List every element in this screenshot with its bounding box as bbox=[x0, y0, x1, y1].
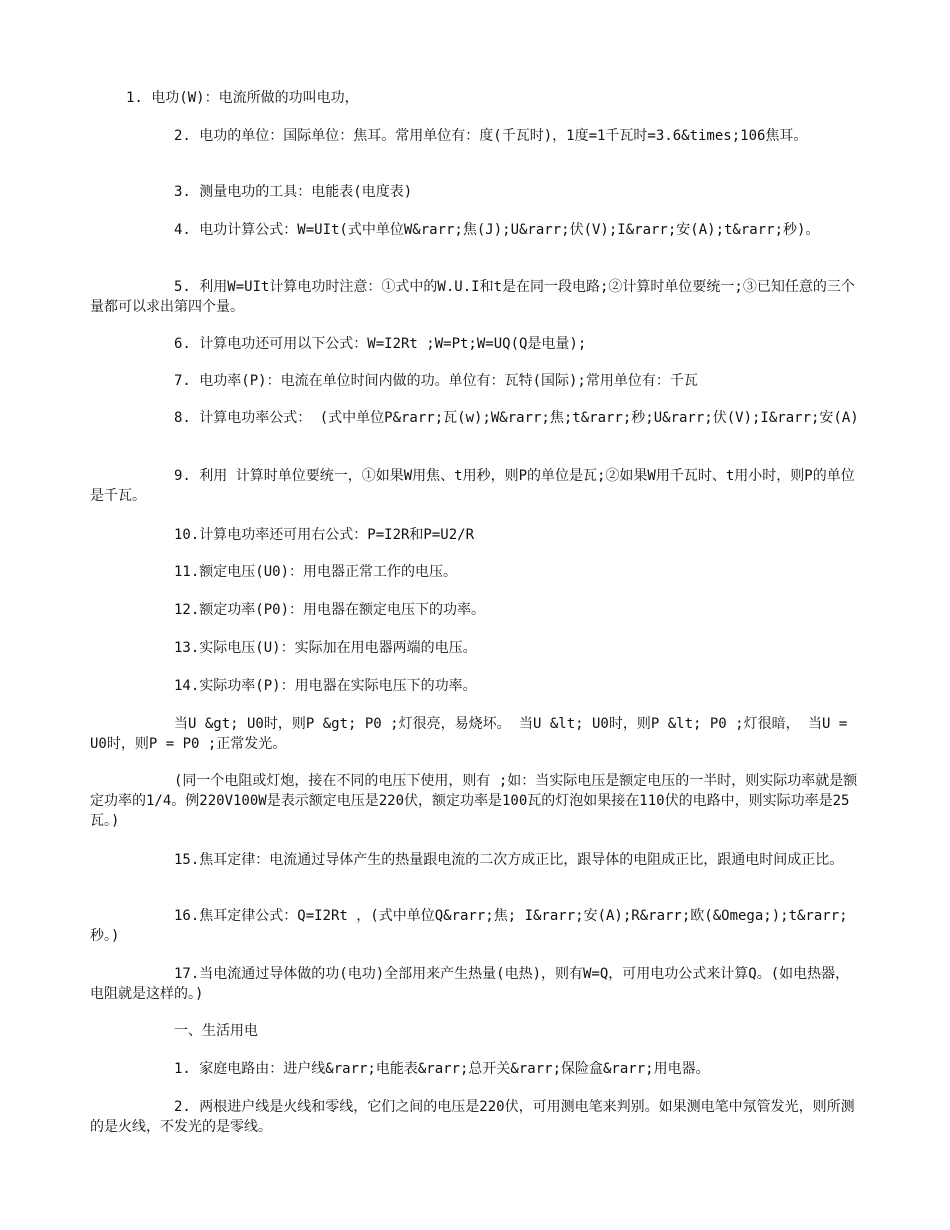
paragraph-9: 9. 利用 计算时单位要统一，①如果W用焦、t用秒，则P的单位是瓦;②如果W用千瓦时、t用小时，则P的单位是千瓦。 bbox=[90, 468, 855, 504]
paragraph-21: 1. 家庭电路由：进户线&rarr;电能表&rarr;总开关&rarr;保险盒&rarr;用电器。 bbox=[174, 1061, 710, 1077]
paragraph-10: 10.计算电功率还可用右公式：P=I2R和P=U2/R bbox=[174, 527, 475, 543]
paragraph-19: 17.当电流通过导体做的功(电功)全部用来产生热量(电热)，则有W=Q，可用电功公式来计算Q。(如电热器，电阻就是这样的。) bbox=[90, 966, 850, 1002]
paragraph-7: 7. 电功率(P)：电流在单位时间内做的功。单位有：瓦特(国际);常用单位有：千瓦 bbox=[174, 373, 698, 389]
document-page bbox=[90, 0, 862, 1230]
paragraph-15: 当U &gt; U0时，则P &gt; P0 ;灯很亮，易烧坏。 当U &lt; U0时，则P &lt; P0 ;灯很暗， 当U = U0时，则P = P0 ;正常发光。 bbox=[90, 716, 856, 752]
paragraph-6: 6. 计算电功还可用以下公式：W=I2Rt ;W=Pt;W=UQ(Q是电量); bbox=[174, 336, 587, 352]
paragraph-4: 4. 电功计算公式：W=UIt(式中单位W&rarr;焦(J);U&rarr;伏(V);I&rarr;安(A);t&rarr;秒)。 bbox=[174, 222, 820, 238]
paragraph-16: (同一个电阻或灯炮，接在不同的电压下使用，则有 ;如：当实际电压是额定电压的一半时，则实际功率就是额定功率的1/4。例220V100W是表示额定电压是220伏，额定功率是100瓦的灯泡如果接在110伏的电路中，则实际功率是25瓦。) bbox=[90, 773, 858, 829]
paragraph-5: 5. 利用W=UIt计算电功时注意：①式中的W.U.I和t是在同一段电路;②计算时单位要统一;③已知任意的三个量都可以求出第四个量。 bbox=[90, 279, 855, 315]
section-heading: 一、生活用电 bbox=[174, 1023, 258, 1039]
paragraph-2: 2. 电功的单位：国际单位：焦耳。常用单位有：度(千瓦时)，1度=1千瓦时=3.6&times;106焦耳。 bbox=[174, 128, 808, 144]
paragraph-18: 16.焦耳定律公式：Q=I2Rt ，(式中单位Q&rarr;焦; I&rarr;安(A);R&rarr;欧(&Omega;);t&rarr;秒。) bbox=[90, 908, 848, 944]
paragraph-8: 8. 计算电功率公式： (式中单位P&rarr;瓦(w);W&rarr;焦;t&rarr;秒;U&rarr;伏(V);I&rarr;安(A) bbox=[174, 410, 859, 426]
paragraph-17: 15.焦耳定律：电流通过导体产生的热量跟电流的二次方成正比，跟导体的电阻成正比，跟通电时间成正比。 bbox=[174, 852, 844, 868]
paragraph-22: 2. 两根进户线是火线和零线，它们之间的电压是220伏，可用测电笔来判别。如果测电笔中氖管发光，则所测的是火线，不发光的是零线。 bbox=[90, 1099, 855, 1135]
paragraph-14: 14.实际功率(P)：用电器在实际电压下的功率。 bbox=[174, 678, 477, 694]
paragraph-12: 12.额定功率(P0)：用电器在额定电压下的功率。 bbox=[174, 602, 485, 618]
paragraph-1: 1. 电功(W)：电流所做的功叫电功， bbox=[126, 90, 359, 106]
paragraph-11: 11.额定电压(U0)：用电器正常工作的电压。 bbox=[174, 564, 457, 580]
paragraph-13: 13.实际电压(U)：实际加在用电器两端的电压。 bbox=[174, 640, 477, 656]
paragraph-3: 3. 测量电功的工具：电能表(电度表) bbox=[174, 184, 413, 200]
